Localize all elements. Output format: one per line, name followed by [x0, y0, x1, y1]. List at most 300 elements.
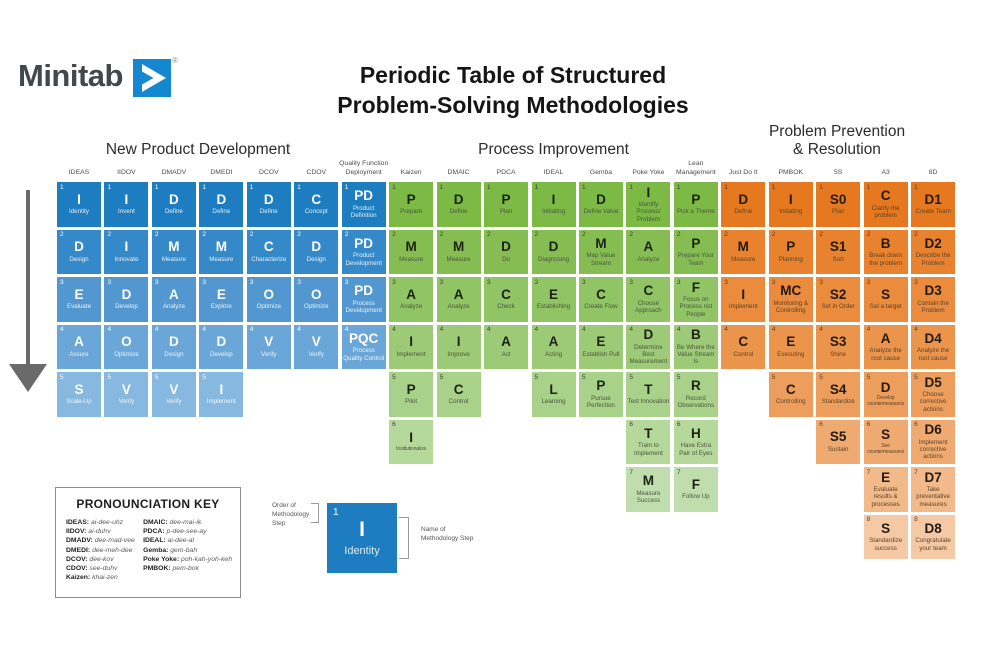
step-symbol: D6 [924, 422, 942, 438]
step-symbol: S2 [829, 286, 847, 302]
step-order: 4 [819, 326, 823, 333]
step-order: 3 [629, 278, 634, 286]
step-symbol: M [642, 473, 655, 489]
step-symbol: M [405, 239, 417, 255]
cell-dmadv-step-5 [152, 372, 196, 417]
step-symbol: P [691, 191, 701, 207]
step-name: Record Observations [677, 394, 715, 409]
step-symbol: A [453, 286, 464, 302]
cell-gemba-step-1 [579, 182, 623, 227]
legend-order-label: Order of Methodology Step [272, 502, 310, 527]
step-order: 2 [866, 231, 871, 238]
step-order: 4 [202, 326, 206, 333]
step-name: Develop [115, 303, 138, 311]
column-pdca [484, 169, 528, 372]
cell-dmedi-step-5 [199, 372, 243, 417]
cell-a3-step-4 [864, 325, 908, 370]
step-symbol: D [596, 191, 606, 207]
step-order: 1 [534, 183, 539, 191]
step-symbol: C [263, 239, 274, 255]
step-name: Explore [210, 303, 232, 311]
step-name: Analyze [400, 303, 423, 311]
step-name: Pursue Perfection [587, 394, 615, 409]
step-order: 2 [60, 231, 64, 238]
step-order: 5 [914, 373, 918, 381]
step-order: 4 [154, 326, 159, 333]
step-order: 3 [866, 278, 871, 286]
step-order: 2 [202, 231, 206, 238]
step-name: Implement corrective actions [918, 438, 948, 461]
cell-kaizen-step-4 [389, 325, 433, 370]
step-order: 8 [914, 516, 918, 523]
step-name: Assure [69, 350, 89, 358]
registered-mark: ® [172, 56, 178, 65]
step-name: Establish Pull [582, 350, 620, 358]
column-lean-management [674, 160, 718, 515]
step-symbol: C [501, 286, 511, 302]
column-header-pdca: PDCA [496, 169, 516, 177]
step-order: 5 [771, 373, 776, 381]
step-symbol: D7 [924, 469, 942, 485]
step-name: Describe the Problem [915, 252, 951, 267]
step-order: 4 [676, 326, 681, 333]
cell-cdov-step-3 [294, 277, 338, 322]
step-order: 1 [107, 183, 112, 191]
step-symbol: I [788, 191, 793, 207]
step-order: 2 [629, 231, 634, 238]
cell-5s-step-1 [816, 182, 860, 227]
step-order: 5 [392, 373, 396, 381]
step-name: Analyze [447, 303, 470, 311]
step-name: Define Value [583, 208, 619, 216]
step-order: 1 [344, 183, 349, 191]
column-header-ideal: IDEAL [543, 169, 564, 177]
section-header-new-product-development: New Product Development [105, 141, 291, 158]
step-symbol: C [880, 188, 891, 204]
cell-5s-step-4 [816, 325, 860, 370]
cell-pdca-step-4 [484, 325, 528, 370]
column-header-just-do-it: Just Do It [728, 169, 758, 177]
step-name: Congratulate your team [915, 537, 951, 552]
cell-dmadv-step-4 [152, 325, 196, 370]
step-symbol: D [216, 191, 227, 207]
step-symbol: E [881, 469, 891, 485]
column-header-dmaic: DMAIC [447, 169, 470, 177]
step-order: 4 [581, 326, 586, 333]
step-name: Measure [209, 255, 234, 263]
step-symbol: I [124, 239, 129, 255]
step-order: 4 [60, 326, 64, 333]
step-order: 4 [297, 326, 301, 333]
step-name: See countermeasures [867, 442, 905, 455]
step-name: Plan [499, 208, 513, 216]
column-just-do-it [721, 169, 765, 372]
step-order: 6 [676, 421, 681, 428]
step-name: Set in Order [821, 303, 855, 311]
step-symbol: D3 [924, 283, 942, 299]
step-order: 5 [581, 373, 586, 381]
step-symbol: D2 [924, 235, 942, 251]
step-order: 4 [534, 326, 539, 333]
step-symbol: S [881, 520, 891, 536]
step-order: 1 [487, 183, 491, 191]
step-name: Prepare [400, 208, 423, 216]
cell-dcov-step-4 [247, 325, 291, 370]
step-symbol: PD [354, 188, 374, 204]
step-symbol: M [168, 239, 180, 255]
cell-ideas-step-1 [57, 182, 101, 227]
cell-quality-function-deployment-step-2 [342, 230, 386, 275]
cell-lean-management-step-6 [674, 420, 718, 465]
step-name: Pick a Theme [676, 208, 715, 216]
cell-a3-step-5 [864, 372, 908, 417]
step-order: 4 [771, 326, 776, 333]
step-symbol: V [121, 381, 131, 397]
cell-iidov-step-3 [104, 277, 148, 322]
step-symbol: I [409, 334, 414, 350]
column-header-iidov: IIDOV [117, 169, 136, 177]
cell-dmedi-step-3 [199, 277, 243, 322]
step-name: Measure [446, 255, 471, 263]
step-order: 3 [534, 278, 539, 286]
step-order: 1 [629, 183, 634, 191]
cell-8d-step-2 [911, 230, 955, 275]
step-name: Control [733, 350, 754, 358]
step-order: 1 [914, 183, 918, 191]
step-order: 3 [676, 278, 681, 286]
column-header-pmbok: PMBOK [778, 169, 804, 177]
step-order: 1 [202, 183, 206, 191]
pronunciation-entry-pmbok: PMBOK: pem-bok [143, 564, 199, 572]
cell-dmaic-step-1 [437, 182, 481, 227]
legend-left-bracket [311, 503, 319, 523]
step-name: Analyze the root cause [916, 347, 950, 362]
cell-poke-yoke-step-1 [626, 182, 670, 227]
step-symbol: D [74, 239, 84, 255]
step-symbol: P [786, 239, 796, 255]
column-header-poke-yoke: Poke Yoke [632, 169, 665, 177]
legend-sample-order: 1 [333, 507, 339, 518]
pronunciation-entry-ideas: IDEAS: ai-dee-uhz [66, 519, 124, 526]
step-order: 3 [154, 278, 159, 286]
step-symbol: I [456, 334, 461, 350]
cell-5s-step-3 [816, 277, 860, 322]
step-symbol: D [311, 239, 322, 255]
cell-lean-management-step-5 [674, 372, 718, 417]
step-order: 1 [724, 183, 728, 191]
step-name: Controlling [775, 398, 806, 406]
step-order: 1 [60, 183, 64, 191]
step-order: 3 [60, 278, 64, 286]
cell-a3-step-7 [864, 467, 908, 512]
step-name: Standardize [821, 398, 855, 406]
cell-dcov-step-3 [247, 277, 291, 322]
cell-pdca-step-3 [484, 277, 528, 322]
step-name: Take preventative measures [916, 486, 950, 508]
step-order: 6 [914, 421, 918, 428]
cell-8d-step-5 [911, 372, 955, 417]
cell-ideal-step-5 [532, 372, 576, 417]
minitab-logo-text: Minitab [18, 58, 123, 93]
legend-name-label: Name of Methodology Step [421, 526, 474, 542]
step-symbol: A [548, 334, 559, 350]
step-symbol: V [169, 381, 179, 397]
step-symbol: M [737, 239, 749, 255]
section-header-problem-prevention-resolution: Problem Prevention & Resolution [768, 123, 906, 158]
step-name: Standardize success [869, 537, 903, 552]
step-symbol: E [74, 286, 84, 302]
step-symbol: C [596, 286, 606, 302]
step-symbol: P [406, 191, 416, 207]
step-name: Implement [728, 303, 758, 311]
step-name: Improve [447, 350, 470, 358]
cell-cdov-step-4 [294, 325, 338, 370]
cell-dmaic-step-5 [437, 372, 481, 417]
step-order: 4 [249, 326, 254, 333]
cell-kaizen-step-1 [389, 182, 433, 227]
step-order: 6 [629, 421, 634, 428]
cell-5s-step-6 [816, 420, 860, 465]
step-name: Design [69, 255, 89, 263]
step-order: 4 [866, 326, 871, 333]
cell-kaizen-step-2 [389, 230, 433, 275]
step-symbol: E [216, 286, 226, 302]
step-order: 2 [297, 231, 301, 238]
cell-poke-yoke-step-7 [626, 467, 670, 512]
step-symbol: E [596, 334, 606, 350]
cell-lean-management-step-2 [674, 230, 718, 275]
column-poke-yoke [626, 169, 670, 515]
step-symbol: D [263, 191, 274, 207]
column-header-5s: 5S [834, 169, 843, 177]
step-name: Learning [541, 398, 566, 406]
step-symbol: R [690, 378, 701, 394]
column-header-cdov: CDOV [306, 169, 327, 177]
step-name: Measure [731, 255, 756, 263]
column-dmadv [152, 169, 196, 420]
step-order: 4 [487, 326, 491, 333]
step-symbol: C [453, 381, 464, 397]
step-order: 8 [866, 516, 871, 523]
step-order: 4 [914, 326, 918, 333]
step-name: Initiating [541, 208, 566, 216]
step-symbol: I [646, 184, 651, 200]
pronunciation-entry-dmaic: DMAIC: dee-mai-ik [143, 519, 202, 526]
step-name: Identify Process/ Problem [636, 201, 661, 223]
step-name: Monitoring & Controlling [773, 299, 809, 314]
step-order: 6 [392, 421, 396, 428]
step-order: 7 [676, 468, 681, 476]
pronunciation-entry-pdca: PDCA: p-dee-see-ay [143, 528, 207, 536]
step-symbol: P [501, 191, 511, 207]
cell-ideal-step-2 [532, 230, 576, 275]
cell-poke-yoke-step-3 [626, 277, 670, 322]
cell-8d-step-6 [911, 420, 955, 465]
step-symbol: C [643, 283, 654, 299]
step-order: 2 [154, 231, 159, 238]
step-symbol: D [169, 191, 179, 207]
step-order: 5 [154, 373, 159, 381]
step-order: 1 [439, 183, 444, 191]
cell-dmedi-step-2 [199, 230, 243, 275]
step-symbol: PD [354, 235, 374, 251]
cell-poke-yoke-step-4 [626, 325, 670, 370]
step-symbol: S5 [829, 429, 847, 445]
step-order: 1 [249, 183, 254, 191]
step-name: Define [164, 208, 183, 216]
step-order: 7 [629, 468, 634, 476]
step-symbol: D [169, 334, 179, 350]
step-order: 1 [154, 183, 159, 191]
cell-dmaic-step-3 [437, 277, 481, 322]
cell-ideal-step-4 [532, 325, 576, 370]
step-symbol: D5 [924, 374, 942, 390]
step-symbol: A [169, 286, 179, 302]
pronunciation-entry-poke-yoke: Poke Yoke: poh-kah-yoh-keh [143, 555, 232, 563]
step-order: 2 [581, 231, 586, 238]
step-order: 3 [724, 278, 728, 286]
step-order: 3 [202, 278, 206, 286]
step-order: 5 [676, 373, 681, 381]
step-order: 1 [819, 183, 823, 191]
cell-a3-step-8 [864, 515, 908, 560]
step-order: 3 [819, 278, 823, 286]
step-order: 3 [914, 278, 918, 286]
column-gemba [579, 169, 623, 420]
step-name: Define [449, 208, 468, 216]
step-symbol: A [501, 334, 511, 350]
step-symbol: S3 [829, 334, 847, 350]
column-cdov [294, 169, 338, 372]
step-name: Train to Implement [633, 442, 663, 457]
pronunciation-columns [66, 518, 232, 582]
step-name: Evaluate results & processes [871, 486, 900, 508]
cell-pdca-step-1 [484, 182, 528, 227]
cell-lean-management-step-3 [674, 277, 718, 322]
cell-a3-step-2 [864, 230, 908, 275]
step-symbol: M [595, 235, 607, 251]
step-order: 7 [866, 468, 871, 476]
step-order: 3 [297, 278, 301, 286]
step-symbol: D1 [924, 191, 942, 207]
column-header-gemba: Gemba [589, 169, 613, 177]
step-name: Process Development [345, 299, 382, 314]
step-order: 1 [676, 183, 681, 191]
step-symbol: S1 [829, 239, 847, 255]
cell-ideas-step-4 [57, 325, 101, 370]
pronunciation-entry-dmadv: DMADV: dee-mad-vee [66, 537, 135, 545]
step-symbol: M [452, 239, 465, 255]
step-symbol: V [311, 334, 321, 350]
cell-kaizen-step-5 [389, 372, 433, 417]
cell-8d-step-4 [911, 325, 955, 370]
step-symbol: T [644, 381, 653, 397]
cell-poke-yoke-step-6 [626, 420, 670, 465]
step-name: Invent [118, 208, 135, 216]
step-name: Check [497, 303, 515, 311]
cell-quality-function-deployment-step-1 [342, 182, 386, 227]
cell-gemba-step-4 [579, 325, 623, 370]
step-symbol: PQC [349, 330, 379, 346]
step-name: Verify [308, 350, 324, 358]
step-name: Characterize [251, 255, 287, 263]
cell-dmedi-step-4 [199, 325, 243, 370]
cell-poke-yoke-step-2 [626, 230, 670, 275]
step-order: 3 [439, 278, 444, 286]
step-symbol: S [74, 381, 84, 397]
step-symbol: D [548, 239, 559, 255]
step-order: 3 [487, 278, 491, 286]
step-order: 1 [771, 183, 776, 191]
cell-ideal-step-3 [532, 277, 576, 322]
step-order: 1 [866, 183, 871, 191]
step-symbol: O [263, 286, 275, 302]
step-symbol: C [738, 334, 749, 350]
step-name: Planning [778, 255, 803, 263]
cell-ideas-step-3 [57, 277, 101, 322]
cell-dmadv-step-2 [152, 230, 196, 275]
step-order: 5 [534, 373, 539, 381]
step-name: Plan [831, 208, 845, 216]
step-order: 3 [771, 278, 776, 286]
cell-iidov-step-4 [104, 325, 148, 370]
step-symbol: M [215, 239, 227, 255]
step-order: 3 [249, 278, 254, 286]
cell-kaizen-step-6 [389, 420, 433, 465]
step-symbol: P [691, 235, 701, 251]
step-order: 4 [724, 326, 728, 333]
step-order: 5 [60, 373, 64, 381]
step-order: 2 [439, 231, 444, 238]
step-symbol: I [124, 191, 129, 207]
step-name: Analyze [637, 255, 660, 263]
step-name: Contain the Problem [917, 299, 949, 314]
step-name: Be Where the Value Stream Is [676, 343, 715, 366]
step-name: Shine [830, 350, 847, 358]
step-order: 2 [676, 231, 681, 238]
step-order: 4 [107, 326, 112, 333]
step-name: Choose corrective actions [919, 391, 947, 413]
cell-gemba-step-3 [579, 277, 623, 322]
step-name: Sustain [827, 445, 849, 453]
step-name: Create Team [915, 208, 951, 216]
column-5s [816, 169, 860, 467]
step-symbol: V [264, 334, 274, 350]
step-order: 2 [819, 231, 823, 238]
step-name: Executing [777, 350, 805, 358]
step-name: Define [259, 208, 278, 216]
step-order: 5 [202, 373, 206, 381]
cell-8d-step-7 [911, 467, 955, 512]
step-symbol: O [310, 286, 322, 302]
column-quality-function-deployment [339, 160, 389, 372]
step-name: Prepare Your Team [677, 252, 714, 267]
cell-a3-step-1 [864, 182, 908, 227]
pronunciation-entry-dmedi: DMEDI: dee-meh-dee [66, 546, 133, 554]
step-name: Identity [69, 208, 89, 216]
column-ideal [532, 169, 576, 420]
step-name: Verify [261, 350, 277, 358]
step-name: Innovate [114, 255, 139, 263]
step-name: Clarify the problem [871, 204, 900, 219]
step-symbol: S [881, 286, 891, 302]
cell-just-do-it-step-3 [721, 277, 765, 322]
step-order: 2 [771, 231, 776, 238]
step-order: 5 [866, 373, 871, 381]
step-name: Design [306, 255, 326, 263]
step-symbol: F [691, 279, 700, 295]
step-order: 6 [819, 421, 823, 428]
